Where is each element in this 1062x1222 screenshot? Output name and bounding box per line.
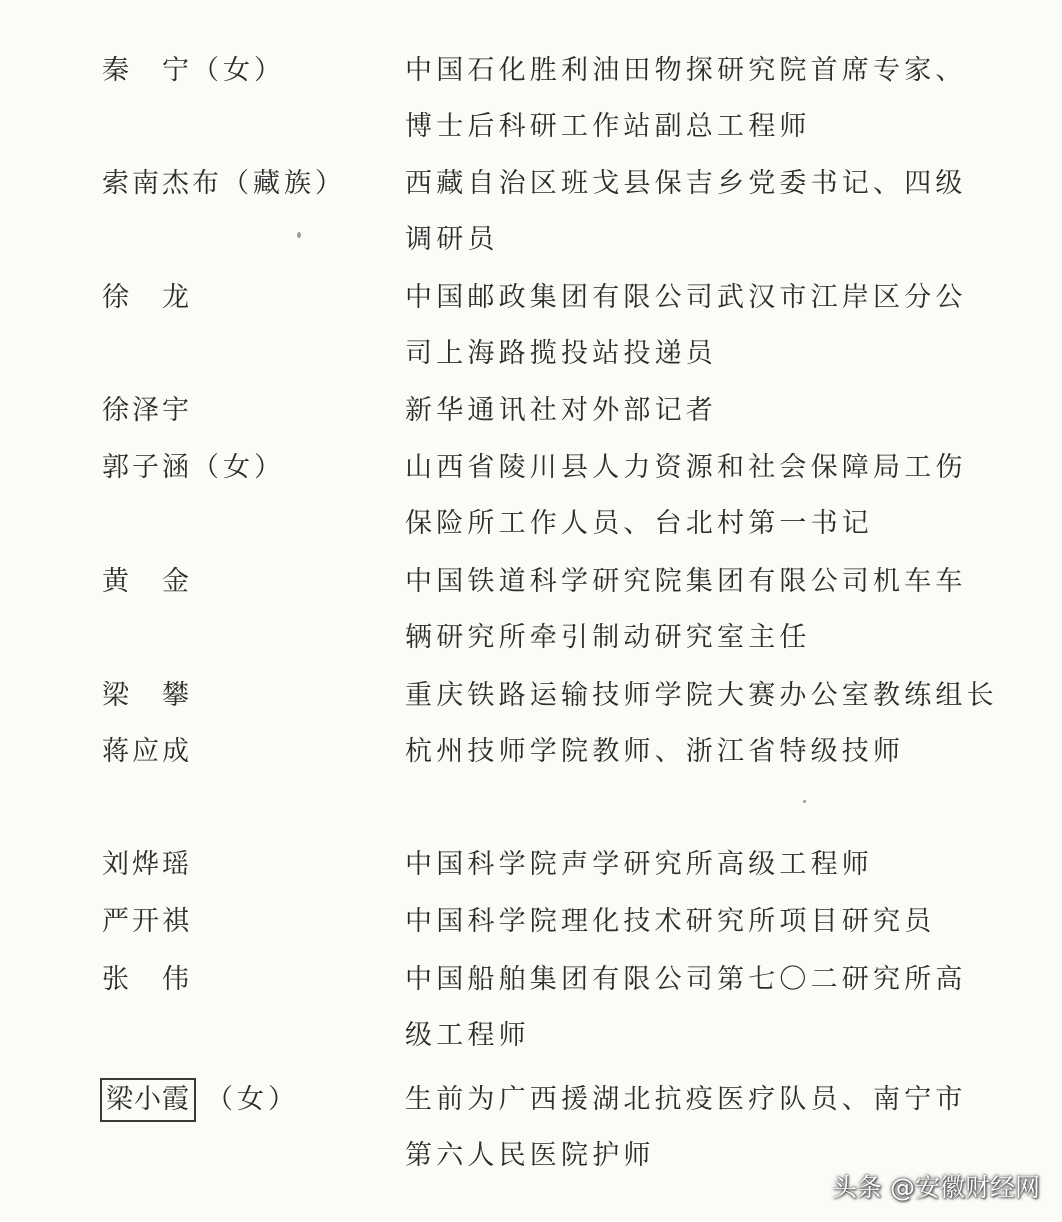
scan-speck: [297, 232, 301, 238]
person-title: 中国石化胜利油田物探研究院首席专家、 博士后科研工作站副总工程师: [405, 55, 967, 142]
person-title: 重庆铁路运输技师学院大赛办公室教练组长: [405, 680, 998, 711]
person-name: 严开祺: [102, 906, 192, 937]
person-title: 山西省陵川县人力资源和社会保障局工伤 保险所工作人员、台北村第一书记: [405, 452, 967, 539]
scan-speck: [803, 800, 806, 803]
person-title: 新华通讯社对外部记者: [405, 395, 717, 426]
person-title: 杭州技师学院教师、浙江省特级技师: [405, 736, 905, 767]
person-name: 索南杰布（藏族）: [102, 168, 346, 199]
person-name: 梁小霞 （女）: [102, 1072, 299, 1128]
person-title: 中国科学院声学研究所高级工程师: [405, 849, 873, 880]
person-name: 梁 攀: [102, 680, 192, 711]
person-title: 生前为广西援湖北抗疫医疗队员、南宁市 第六人民医院护师: [405, 1084, 967, 1171]
boxed-name: 梁小霞: [100, 1078, 196, 1122]
person-name: 张 伟: [102, 964, 192, 995]
person-title: 西藏自治区班戈县保吉乡党委书记、四级 调研员: [405, 168, 967, 255]
person-name: 刘烨瑶: [102, 849, 192, 880]
person-title: 中国科学院理化技术研究所项目研究员: [405, 906, 936, 937]
person-title: 中国邮政集团有限公司武汉市江岸区分公 司上海路揽投站投递员: [405, 282, 967, 369]
person-name: 徐 龙: [102, 282, 192, 313]
person-name: 蒋应成: [102, 736, 192, 767]
person-name: 徐泽宇: [102, 395, 192, 426]
person-name: 郭子涵（女）: [102, 452, 285, 483]
person-title: 中国船舶集团有限公司第七〇二研究所高 级工程师: [405, 964, 967, 1051]
person-name: 黄 金: [102, 566, 192, 597]
person-title: 中国铁道科学研究院集团有限公司机车车 辆研究所牵引制动研究室主任: [405, 566, 967, 653]
watermark: 头条 @安徽财经网: [832, 1173, 1040, 1202]
person-name: 秦 宁（女）: [102, 55, 285, 86]
